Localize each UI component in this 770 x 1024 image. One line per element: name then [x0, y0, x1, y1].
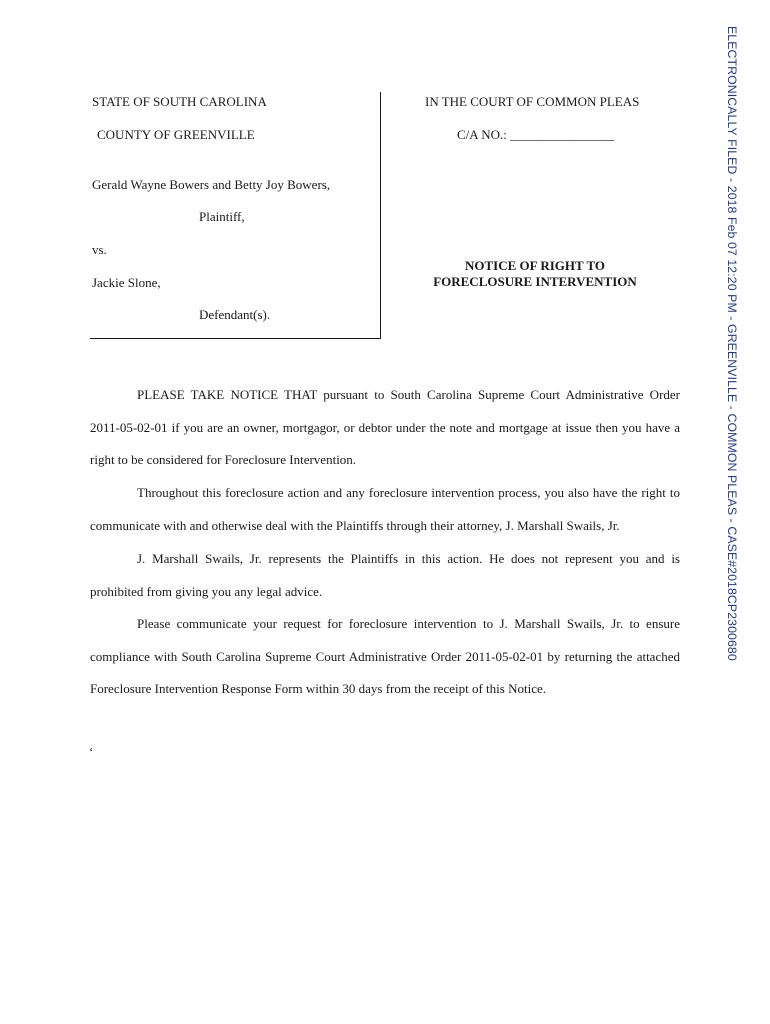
notice-paragraph-3	[90, 543, 680, 608]
paragraph-text: Throughout this foreclosure action and any foreclosure intervention process, you also have the right to communicate with and otherwise deal with the Plaintiffs through their attorney, J. Marshall Swails, Jr.	[90, 485, 680, 533]
plaintiffs-names: Gerald Wayne Bowers and Betty Joy Bowers,	[92, 177, 331, 192]
document-title-line2: FORECLOSURE INTERVENTION	[433, 274, 637, 289]
plaintiff-label: Plaintiff,	[199, 209, 245, 224]
defendant-name: Jackie Slone,	[92, 275, 161, 290]
state-label: STATE OF SOUTH CAROLINA	[92, 94, 267, 109]
electronic-filing-stamp: ELECTRONICALLY FILED - 2018 Feb 07 12:20 PM - GREENVILLE - COMMON PLEAS - CASE#2018CP2300680	[725, 26, 739, 661]
notice-paragraph-1	[90, 379, 680, 477]
paragraph-text: J. Marshall Swails, Jr. represents the Plaintiffs in this action. He does not represent you and is prohibited from giving you any legal advice.	[90, 551, 680, 599]
document-title-line1: NOTICE OF RIGHT TO	[464, 258, 606, 273]
notice-paragraph-4	[90, 608, 680, 706]
notice-paragraph-2	[90, 477, 680, 542]
defendant-label: Defendant(s).	[199, 307, 271, 322]
paragraph-text: Please communicate your request for foreclosure intervention to J. Marshall Swails, Jr. to ensure compliance with South Carolina Supreme Court Administrative Order 2011-05-02-01 by returning the attached Foreclosure Intervention Response Form within 30 days from the receipt of this Notice.	[90, 616, 680, 696]
versus-label: vs.	[92, 242, 107, 257]
county-label: COUNTY OF GREENVILLE	[97, 127, 255, 142]
caption-horizontal-rule	[90, 338, 381, 339]
paragraph-text: PLEASE TAKE NOTICE THAT pursuant to South Carolina Supreme Court Administrative Order 2011-05-02-01 if you are an owner, mortgagor, or debtor under the note and mortgage at issue then you have a right to be considered for Foreclosure Intervention.	[90, 387, 680, 467]
caption-vertical-rule	[380, 92, 381, 339]
court-label: IN THE COURT OF COMMON PLEAS	[425, 94, 640, 109]
stray-mark: ‘	[89, 744, 94, 759]
case-number-field: C/A NO.: ________________	[457, 127, 615, 142]
